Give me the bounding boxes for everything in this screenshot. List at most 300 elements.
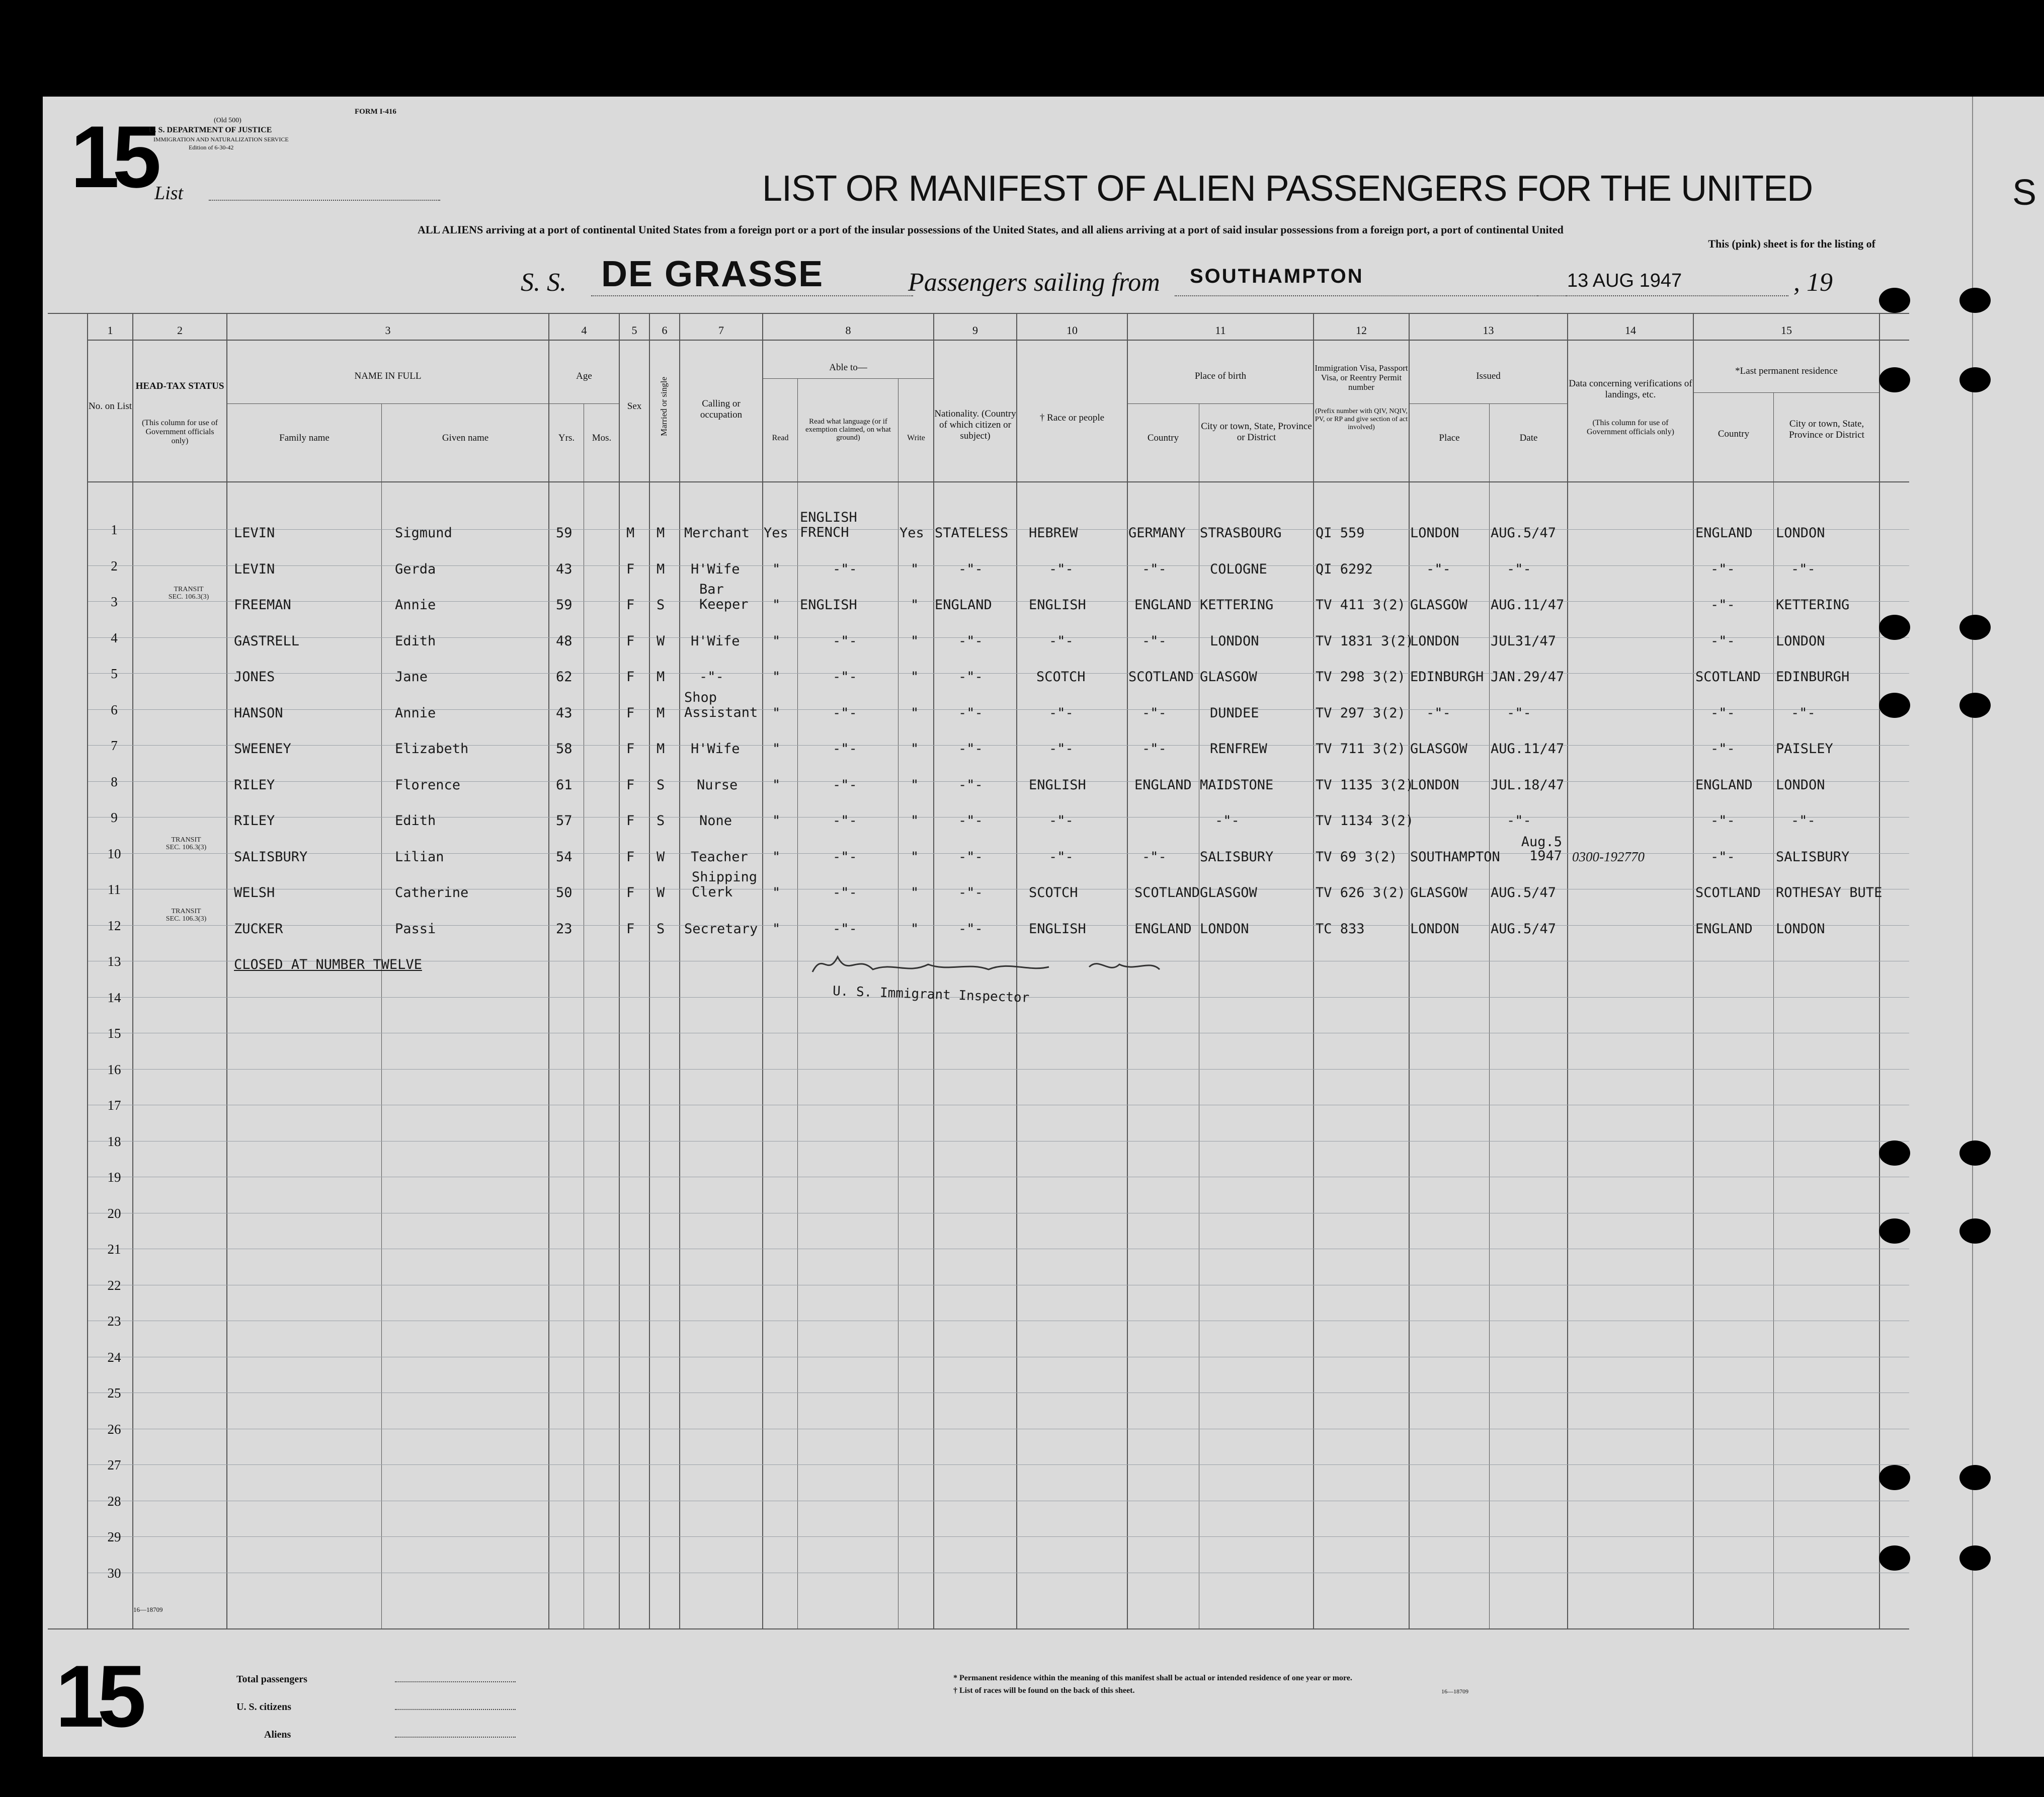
header-given-name: Given name bbox=[442, 433, 489, 443]
col-number: 14 bbox=[1625, 324, 1636, 337]
read-language: ENGLISH FRENCH bbox=[800, 510, 857, 540]
can-read: " bbox=[772, 885, 781, 901]
occupation: Secretary bbox=[684, 921, 758, 937]
col-rule bbox=[1567, 313, 1568, 1628]
issue-date: AUG.11/47 bbox=[1491, 597, 1565, 613]
occupation: Shipping Clerk bbox=[692, 869, 758, 900]
given-name: Jane bbox=[395, 669, 428, 685]
can-write: " bbox=[911, 633, 919, 649]
can-write: " bbox=[911, 561, 919, 577]
birth-city: LONDON bbox=[1200, 921, 1249, 937]
form-id: FORM I-416 bbox=[355, 108, 396, 116]
manifest-title: LIST OR MANIFEST OF ALIEN PASSENGERS FOR THE UNITED bbox=[762, 169, 1813, 209]
row-number: 30 bbox=[107, 1566, 121, 1581]
header-res-country: Country bbox=[1718, 429, 1750, 439]
port-line bbox=[1175, 295, 1567, 296]
residence-city: -"- bbox=[1791, 813, 1816, 829]
family-name: LEVIN bbox=[234, 561, 275, 577]
birth-city: COLOGNE bbox=[1210, 561, 1267, 577]
header-res-city: City or town, State, Province or District bbox=[1789, 419, 1864, 440]
can-read: " bbox=[772, 705, 781, 721]
issue-date: JAN.29/47 bbox=[1491, 669, 1565, 685]
issue-date: -"- bbox=[1507, 561, 1531, 577]
residence-city: LONDON bbox=[1776, 777, 1825, 793]
residence-country: -"- bbox=[1710, 849, 1735, 865]
header-married: Married or single bbox=[659, 376, 669, 437]
age-years: 57 bbox=[556, 813, 573, 829]
marital-status: S bbox=[657, 921, 665, 937]
residence-country: -"- bbox=[1710, 561, 1735, 577]
age-years: 23 bbox=[556, 921, 573, 937]
year-label: , 19 bbox=[1793, 268, 1833, 297]
port-of-departure: SOUTHAMPTON bbox=[1190, 265, 1364, 287]
nationality: -"- bbox=[958, 849, 983, 865]
issue-date: -"- bbox=[1507, 705, 1531, 721]
verification-number: 0300-192770 bbox=[1572, 849, 1645, 864]
col-rule bbox=[226, 313, 227, 1628]
family-name: JONES bbox=[234, 669, 275, 685]
residence-country: -"- bbox=[1710, 741, 1735, 757]
col-number: 2 bbox=[177, 324, 183, 337]
header-age: Age bbox=[576, 371, 592, 381]
sex: F bbox=[626, 633, 635, 649]
header-place-of-birth: Place of birth bbox=[1194, 371, 1247, 381]
sex: F bbox=[626, 777, 635, 793]
sex: F bbox=[626, 705, 635, 721]
family-name: SALISBURY bbox=[234, 849, 308, 865]
header-mos: Mos. bbox=[592, 433, 612, 443]
residence-country: -"- bbox=[1710, 705, 1735, 721]
visa-number: QI 6292 bbox=[1316, 561, 1373, 577]
issue-date: AUG.5/47 bbox=[1491, 525, 1557, 541]
header-yrs: Yrs. bbox=[558, 433, 575, 443]
can-write: " bbox=[911, 705, 919, 721]
row-number: 23 bbox=[107, 1314, 121, 1329]
row-number: 24 bbox=[107, 1350, 121, 1365]
issued-subheader-rule bbox=[1410, 403, 1567, 404]
issue-place: EDINBURGH bbox=[1410, 669, 1484, 685]
sailing-label: Passengers sailing from bbox=[908, 268, 1160, 297]
birth-country: SCOTLAND bbox=[1134, 885, 1200, 901]
transit-stamp: TRANSIT SEC. 106.3(3) bbox=[168, 586, 209, 601]
can-write: " bbox=[911, 777, 919, 793]
punch-hole bbox=[1879, 1465, 1910, 1490]
birth-country: ENGLAND bbox=[1134, 777, 1192, 793]
list-number-stamp-bottom: 15 bbox=[55, 1648, 139, 1746]
residence-subheader-rule bbox=[1694, 392, 1879, 393]
can-read: " bbox=[772, 633, 781, 649]
nationality: -"- bbox=[958, 813, 983, 829]
residence-city: -"- bbox=[1791, 705, 1816, 721]
col-number: 13 bbox=[1483, 324, 1494, 337]
col-number: 12 bbox=[1356, 324, 1367, 337]
sex: F bbox=[626, 597, 635, 613]
issue-place: GLASGOW bbox=[1410, 741, 1467, 757]
given-name: Annie bbox=[395, 597, 436, 613]
us-citizens-label: U. S. citizens bbox=[236, 1701, 291, 1712]
header-write: Write bbox=[907, 434, 925, 442]
row-number: 21 bbox=[107, 1242, 121, 1257]
given-name: Annie bbox=[395, 705, 436, 721]
occupation: H'Wife bbox=[691, 741, 740, 757]
can-write: " bbox=[911, 669, 919, 685]
col-number: 5 bbox=[631, 324, 637, 337]
issue-date: AUG.5/47 bbox=[1491, 921, 1557, 937]
col-number: 1 bbox=[107, 324, 113, 337]
given-name: Gerda bbox=[395, 561, 436, 577]
birth-country: ENGLAND bbox=[1134, 597, 1192, 613]
can-write: Yes bbox=[900, 525, 924, 541]
sex: F bbox=[626, 849, 635, 865]
read-language: -"- bbox=[833, 921, 857, 937]
residence-country: ENGLAND bbox=[1695, 777, 1753, 793]
visa-number: TC 833 bbox=[1316, 921, 1365, 937]
col-number: 10 bbox=[1067, 324, 1078, 337]
col-rule bbox=[87, 313, 88, 1628]
row-number: 17 bbox=[107, 1098, 121, 1113]
race: SCOTCH bbox=[1036, 669, 1086, 685]
race: ENGLISH bbox=[1029, 921, 1086, 937]
manifest-subtitle: ALL ALIENS arriving at a port of continental United States from a foreign port or a port of the insular possessions of the United States, and all aliens arriving at a port of said insular possessions from a foreign port, a port of continental United bbox=[418, 223, 1564, 236]
residence-country: -"- bbox=[1710, 813, 1735, 829]
punch-hole bbox=[1959, 1140, 1991, 1166]
race: -"- bbox=[1049, 813, 1074, 829]
residence-city: LONDON bbox=[1776, 633, 1825, 649]
occupation: None bbox=[699, 813, 732, 829]
issue-date: JUL.18/47 bbox=[1491, 777, 1565, 793]
col-number: 4 bbox=[581, 324, 587, 337]
issue-date: JUL31/47 bbox=[1491, 633, 1557, 649]
given-name: Lilian bbox=[395, 849, 444, 865]
col-rule bbox=[1773, 392, 1774, 1628]
marital-status: W bbox=[657, 633, 665, 649]
col-rule bbox=[762, 313, 763, 1628]
family-name: RILEY bbox=[234, 777, 275, 793]
print-code-right: 16—18709 bbox=[1441, 1688, 1468, 1695]
read-language: -"- bbox=[833, 813, 857, 829]
visa-number: TV 298 3(2) bbox=[1316, 669, 1406, 685]
sex: F bbox=[626, 921, 635, 937]
birth-city: KETTERING bbox=[1200, 597, 1274, 613]
list-number-line bbox=[209, 200, 440, 201]
row-number: 26 bbox=[107, 1422, 121, 1437]
row-number: 19 bbox=[107, 1170, 121, 1185]
col-rule bbox=[1879, 313, 1880, 1628]
row-number: 22 bbox=[107, 1278, 121, 1293]
birth-country: GERMANY bbox=[1128, 525, 1186, 541]
nationality: ENGLAND bbox=[935, 597, 992, 613]
read-language: ENGLISH bbox=[800, 597, 857, 613]
header-calling: Calling or occupation bbox=[700, 398, 743, 420]
occupation: H'Wife bbox=[691, 633, 740, 649]
col-number: 3 bbox=[385, 324, 391, 337]
punch-hole bbox=[1959, 615, 1991, 640]
birth-country: -"- bbox=[1142, 561, 1167, 577]
family-name: ZUCKER bbox=[234, 921, 283, 937]
punch-hole bbox=[1959, 367, 1991, 392]
header-no-on-list: No. on List bbox=[88, 401, 132, 412]
can-write: " bbox=[911, 741, 919, 757]
visa-number: QI 559 bbox=[1316, 525, 1365, 541]
header-name-in-full: NAME IN FULL bbox=[354, 371, 422, 381]
col-rule bbox=[1489, 403, 1490, 1628]
sex: F bbox=[626, 561, 635, 577]
race: ENGLISH bbox=[1029, 597, 1086, 613]
visa-number: TV 711 3(2) bbox=[1316, 741, 1406, 757]
issue-place: SOUTHAMPTON bbox=[1410, 849, 1500, 865]
age-years: 48 bbox=[556, 633, 573, 649]
punch-hole bbox=[1959, 1545, 1991, 1571]
col-rule bbox=[649, 313, 650, 1628]
nationality: STATELESS bbox=[935, 525, 1009, 541]
sailing-date: 13 AUG 1947 bbox=[1567, 270, 1682, 291]
race: SCOTCH bbox=[1029, 885, 1078, 901]
read-language: -"- bbox=[833, 849, 857, 865]
manifest-subtitle-2: This (pink) sheet is for the listing of bbox=[1708, 237, 1875, 250]
header-visa-note: (Prefix number with QIV, NQIV, PV, or RP and give section of act involved) bbox=[1315, 407, 1408, 431]
row-number: 14 bbox=[107, 990, 121, 1005]
can-write: " bbox=[911, 921, 919, 937]
given-name: Florence bbox=[395, 777, 461, 793]
col-number: 6 bbox=[662, 324, 668, 337]
birth-city: SALISBURY bbox=[1200, 849, 1274, 865]
issue-place: GLASGOW bbox=[1410, 885, 1467, 901]
header-visa: Immigration Visa, Passport Visa, or Reentry Permit number bbox=[1315, 363, 1408, 392]
age-years: 43 bbox=[556, 705, 573, 721]
row-number: 15 bbox=[107, 1026, 121, 1041]
issue-place: LONDON bbox=[1410, 525, 1459, 541]
header-bottom-rule bbox=[88, 481, 1909, 482]
can-write: " bbox=[911, 849, 919, 865]
race: -"- bbox=[1049, 633, 1074, 649]
can-read: " bbox=[772, 561, 781, 577]
header-issued: Issued bbox=[1476, 371, 1501, 381]
can-read: " bbox=[772, 777, 781, 793]
race: -"- bbox=[1049, 741, 1074, 757]
punch-hole bbox=[1879, 1140, 1910, 1166]
birth-city: LONDON bbox=[1210, 633, 1259, 649]
row-number: 18 bbox=[107, 1134, 121, 1149]
read-language: -"- bbox=[833, 705, 857, 721]
residence-country: -"- bbox=[1710, 633, 1735, 649]
residence-city: LONDON bbox=[1776, 525, 1825, 541]
row-number: 16 bbox=[107, 1062, 121, 1077]
table-bottom-rule bbox=[48, 1628, 1909, 1629]
col-number: 8 bbox=[845, 324, 851, 337]
issue-place: -"- bbox=[1426, 705, 1451, 721]
residence-city: KETTERING bbox=[1776, 597, 1850, 613]
can-read: " bbox=[772, 741, 781, 757]
col-number: 7 bbox=[718, 324, 724, 337]
can-read: " bbox=[772, 597, 781, 613]
header-birth-city: City or town, State, Province or District bbox=[1201, 421, 1312, 443]
marital-status: S bbox=[657, 777, 665, 793]
inspector-signature bbox=[807, 947, 1260, 982]
age-years: 62 bbox=[556, 669, 573, 685]
can-write: " bbox=[911, 885, 919, 901]
col-rule bbox=[619, 313, 620, 1628]
occupation: Bar Keeper bbox=[699, 582, 749, 612]
list-label: List bbox=[154, 183, 184, 204]
marital-status: W bbox=[657, 885, 665, 901]
able-subheader-rule bbox=[763, 378, 933, 379]
punch-hole bbox=[1959, 288, 1991, 313]
list-number-stamp: 15 bbox=[70, 108, 154, 206]
read-language: -"- bbox=[833, 741, 857, 757]
residence-country: SCOTLAND bbox=[1695, 669, 1761, 685]
issue-place: LONDON bbox=[1410, 777, 1459, 793]
col-rule bbox=[1313, 313, 1314, 1628]
transit-stamp: TRANSIT SEC. 106.3(3) bbox=[166, 908, 207, 923]
can-read: " bbox=[772, 669, 781, 685]
read-language: -"- bbox=[833, 885, 857, 901]
given-name: Sigmund bbox=[395, 525, 452, 541]
read-language: -"- bbox=[833, 669, 857, 685]
header-head-tax-note: (This column for use of Government officials only) bbox=[141, 419, 218, 445]
col-rule bbox=[1693, 313, 1694, 1628]
punch-hole bbox=[1879, 367, 1910, 392]
sex: F bbox=[626, 669, 635, 685]
sex: F bbox=[626, 741, 635, 757]
family-name: RILEY bbox=[234, 813, 275, 829]
header-able-to: Able to— bbox=[829, 362, 867, 373]
col-rule bbox=[1409, 313, 1410, 1628]
issue-place: LONDON bbox=[1410, 921, 1459, 937]
name-subheader-rule bbox=[227, 403, 548, 404]
row-number: 25 bbox=[107, 1385, 121, 1401]
row-number: 29 bbox=[107, 1529, 121, 1544]
punch-hole bbox=[1959, 1465, 1991, 1490]
sex: M bbox=[626, 525, 635, 541]
residence-country: ENGLAND bbox=[1695, 525, 1753, 541]
header-issue-place: Place bbox=[1439, 433, 1460, 443]
given-name: Edith bbox=[395, 633, 436, 649]
header-read: Read bbox=[772, 434, 789, 442]
visa-number: TV 69 3(2) bbox=[1316, 849, 1398, 865]
col-rule bbox=[548, 313, 549, 1628]
age-years: 58 bbox=[556, 741, 573, 757]
birth-city: GLASGOW bbox=[1200, 885, 1257, 901]
read-language: -"- bbox=[833, 561, 857, 577]
marital-status: S bbox=[657, 597, 665, 613]
edition: Edition of 6-30-42 bbox=[189, 144, 234, 151]
old-form: (Old 500) bbox=[214, 117, 241, 124]
punch-hole bbox=[1879, 693, 1910, 718]
nationality: -"- bbox=[958, 561, 983, 577]
residence-city: EDINBURGH bbox=[1776, 669, 1850, 685]
residence-city: ROTHESAY BUTE bbox=[1776, 885, 1883, 901]
header-nationality: Nationality. (Country of which citizen or subject) bbox=[934, 409, 1016, 441]
family-name: FREEMAN bbox=[234, 597, 291, 613]
issue-date: Aug.5 1947 bbox=[1521, 834, 1562, 864]
header-birth-country: Country bbox=[1147, 433, 1179, 443]
birth-country: -"- bbox=[1142, 705, 1167, 721]
residence-country: SCOTLAND bbox=[1695, 885, 1761, 901]
family-name: HANSON bbox=[234, 705, 283, 721]
birth-city: STRASBOURG bbox=[1200, 525, 1282, 541]
date-line bbox=[1537, 295, 1788, 296]
col-rule bbox=[381, 403, 382, 1628]
sex: F bbox=[626, 813, 635, 829]
col-number: 9 bbox=[972, 324, 978, 337]
race: ENGLISH bbox=[1029, 777, 1086, 793]
header-read-language: Read what language (or if exemption claimed, on what ground) bbox=[805, 418, 891, 442]
age-years: 59 bbox=[556, 597, 573, 613]
total-passengers-label: Total passengers bbox=[236, 1674, 307, 1685]
header-data-note: (This column for use of Government officials only) bbox=[1587, 419, 1674, 436]
age-years: 59 bbox=[556, 525, 573, 541]
read-language: -"- bbox=[833, 633, 857, 649]
issue-place: GLASGOW bbox=[1410, 597, 1467, 613]
row-number: 28 bbox=[107, 1494, 121, 1509]
age-years: 50 bbox=[556, 885, 573, 901]
issue-date: AUG.11/47 bbox=[1491, 741, 1565, 757]
birth-city: -"- bbox=[1215, 813, 1240, 829]
col-rule bbox=[679, 313, 680, 1628]
nationality: -"- bbox=[958, 741, 983, 757]
can-write: " bbox=[911, 597, 919, 613]
punch-hole bbox=[1879, 1545, 1910, 1571]
aliens-label: Aliens bbox=[264, 1729, 291, 1740]
occupation: Teacher bbox=[691, 849, 748, 865]
race: HEBREW bbox=[1029, 525, 1078, 541]
closed-note: CLOSED AT NUMBER TWELVE bbox=[234, 957, 422, 972]
header-family-name: Family name bbox=[279, 433, 330, 443]
header-head-tax: HEAD-TAX STATUS bbox=[135, 381, 224, 391]
visa-number: TV 1135 3(2) bbox=[1316, 777, 1414, 793]
birth-country: -"- bbox=[1142, 741, 1167, 757]
inspector-label: U. S. Immigrant Inspector bbox=[832, 984, 1030, 1006]
ship-name: DE GRASSE bbox=[601, 254, 824, 294]
birth-subheader-rule bbox=[1128, 403, 1313, 404]
birth-city: GLASGOW bbox=[1200, 669, 1257, 685]
total-passengers-line bbox=[395, 1681, 516, 1682]
nationality: -"- bbox=[958, 885, 983, 901]
birth-city: MAIDSTONE bbox=[1200, 777, 1274, 793]
birth-city: RENFREW bbox=[1210, 741, 1267, 757]
punch-hole bbox=[1879, 1218, 1910, 1244]
visa-number: TV 1831 3(2) bbox=[1316, 633, 1414, 649]
ss-label: S. S. bbox=[521, 268, 566, 297]
header-race: † Race or people bbox=[1039, 413, 1105, 423]
header-last-residence: *Last permanent residence bbox=[1735, 366, 1838, 376]
header-data-landings: Data concerning verifications of landings, etc. bbox=[1569, 378, 1692, 400]
given-name: Passi bbox=[395, 921, 436, 937]
race: -"- bbox=[1049, 561, 1074, 577]
next-page-fragment: S bbox=[2012, 173, 2037, 213]
can-read: " bbox=[772, 921, 781, 937]
ship-name-line bbox=[591, 295, 913, 296]
can-read: " bbox=[772, 849, 781, 865]
residence-city: LONDON bbox=[1776, 921, 1825, 937]
nationality: -"- bbox=[958, 921, 983, 937]
col-number: 11 bbox=[1215, 324, 1226, 337]
punch-hole bbox=[1879, 615, 1910, 640]
can-read: Yes bbox=[764, 525, 788, 541]
given-name: Catherine bbox=[395, 885, 469, 901]
birth-country: -"- bbox=[1142, 849, 1167, 865]
residence-country: -"- bbox=[1710, 597, 1735, 613]
issue-date: -"- bbox=[1507, 813, 1531, 829]
residence-city: SALISBURY bbox=[1776, 849, 1850, 865]
row-number: 27 bbox=[107, 1457, 121, 1473]
punch-hole bbox=[1879, 288, 1910, 313]
visa-number: TV 411 3(2) bbox=[1316, 597, 1406, 613]
footnote-races: † List of races will be found on the back of this sheet. bbox=[953, 1686, 1135, 1695]
nationality: -"- bbox=[958, 705, 983, 721]
marital-status: M bbox=[657, 705, 665, 721]
nationality: -"- bbox=[958, 633, 983, 649]
